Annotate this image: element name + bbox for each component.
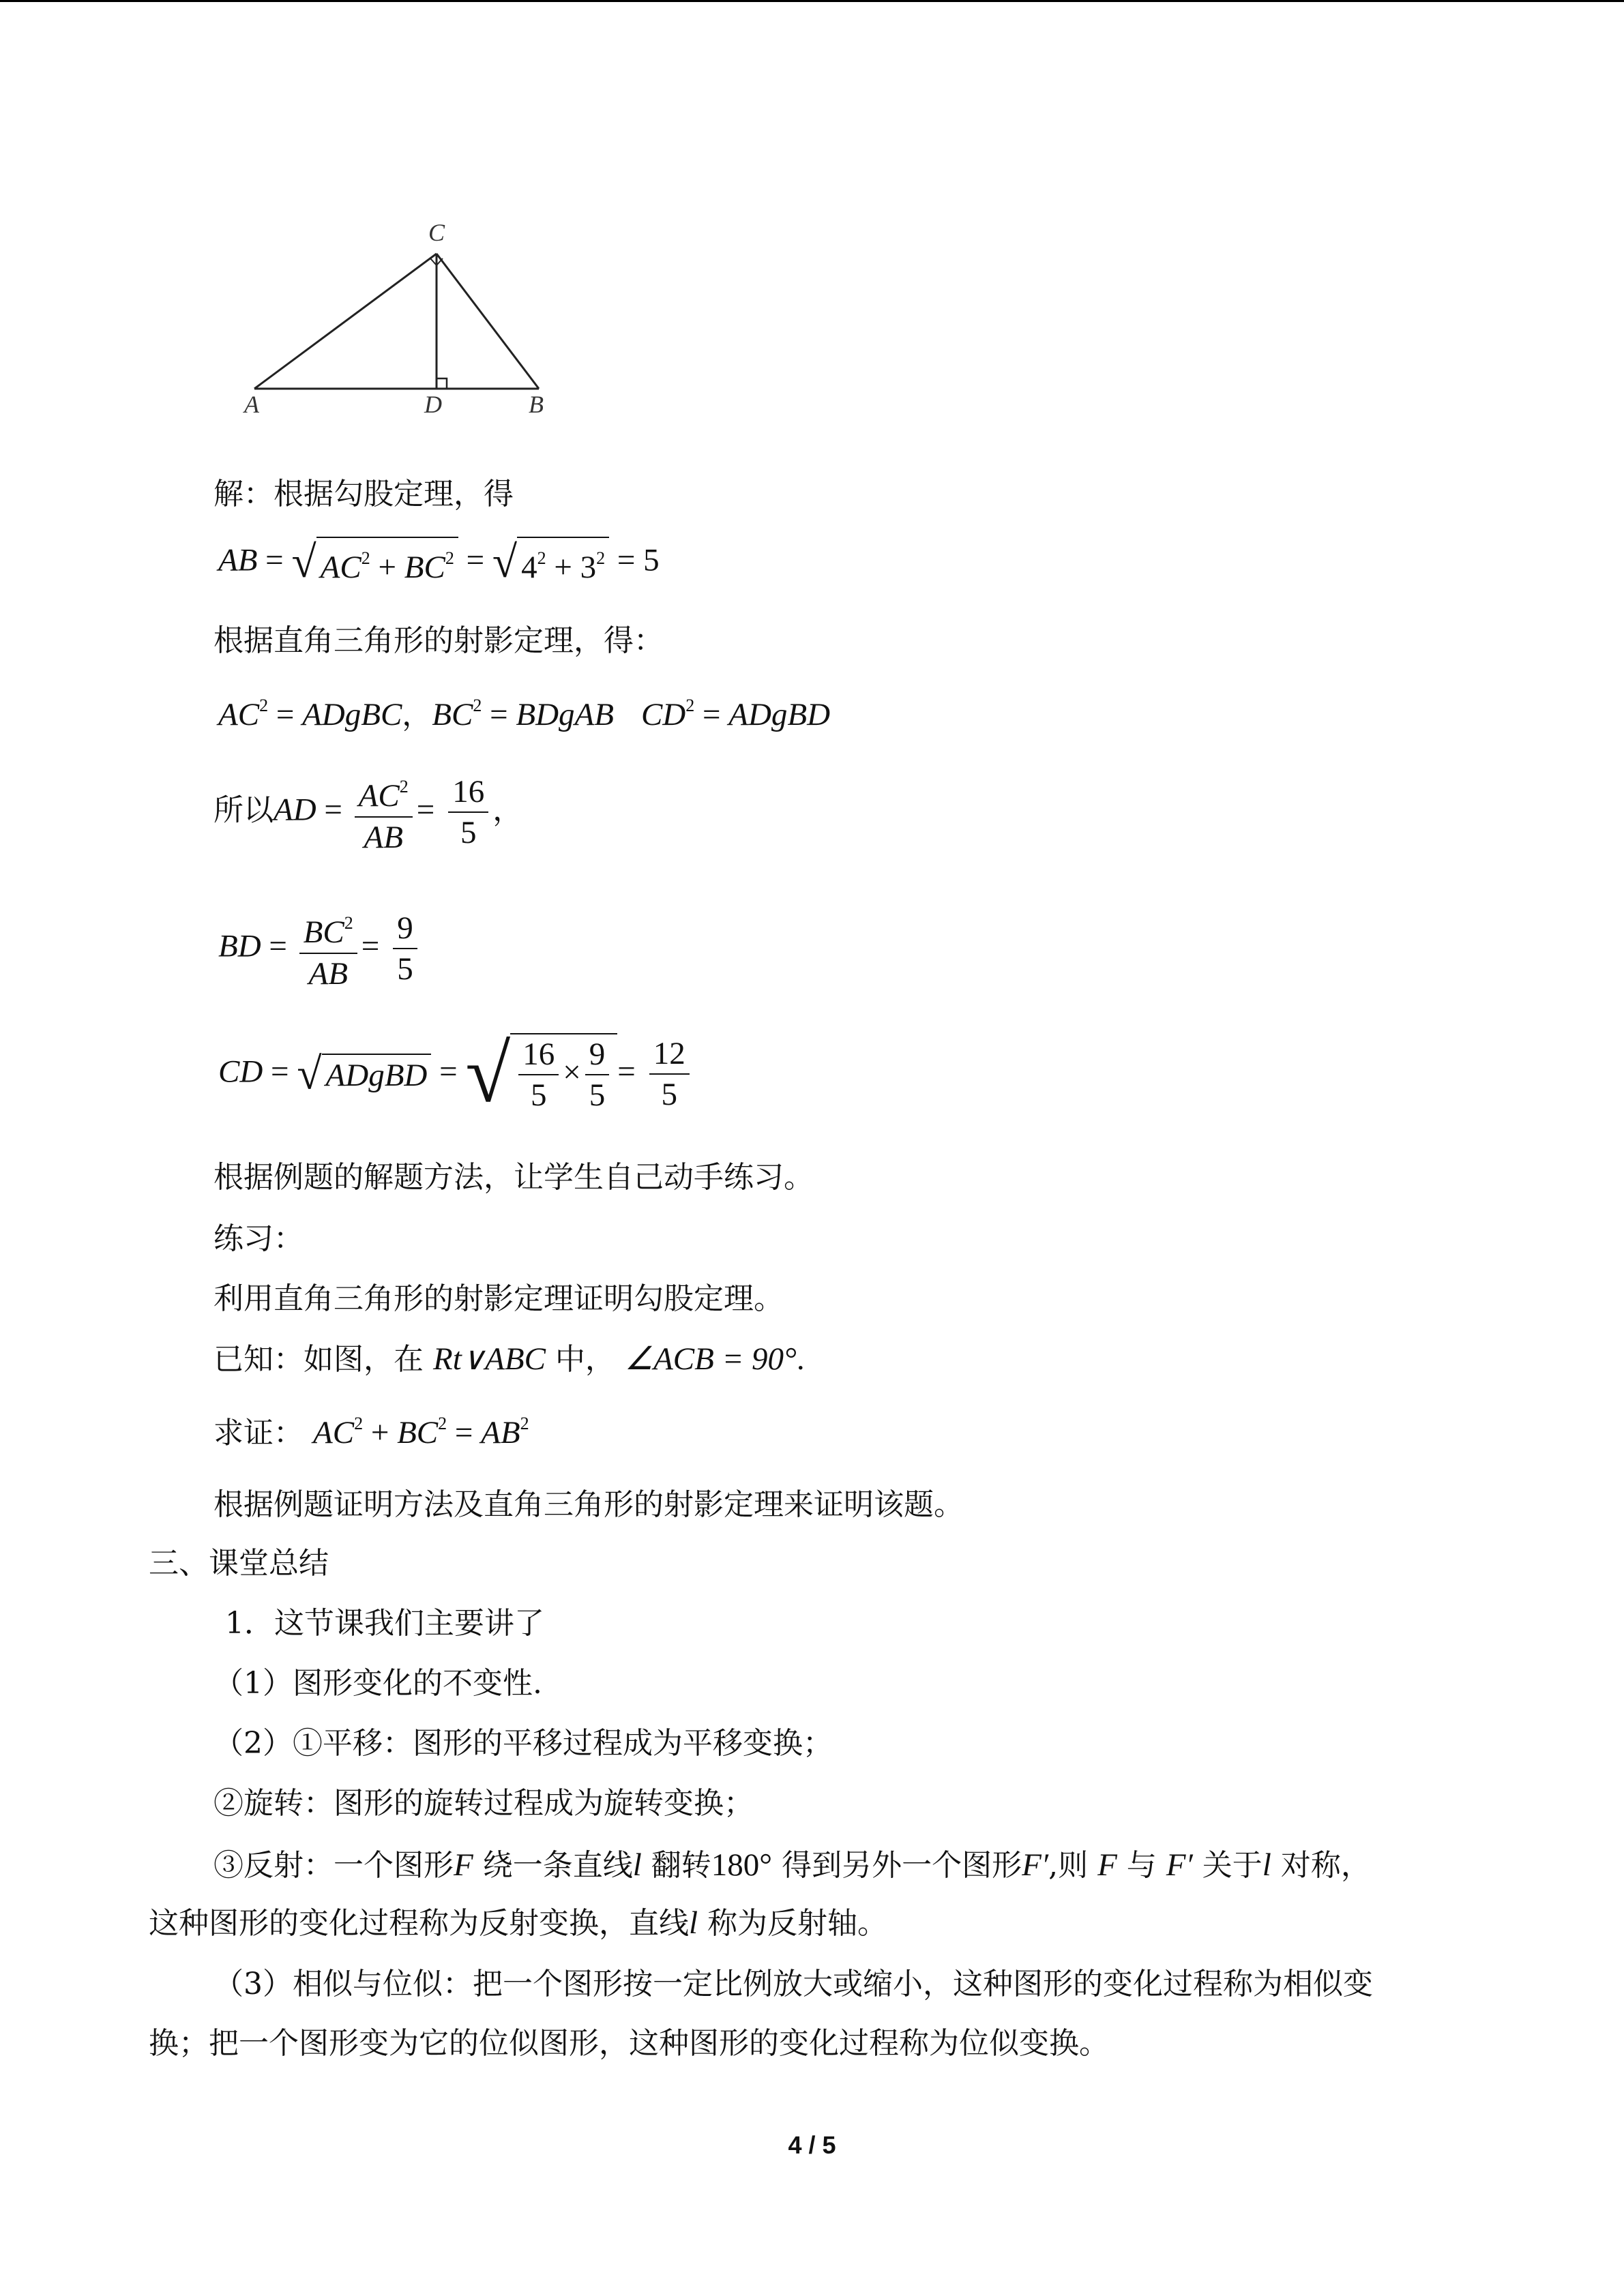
summary-point-4: ③反射：一个图形F 绕一条直线l 翻转180° 得到另外一个图形F′,则 F 与 F′ 关于l 对称， bbox=[213, 1847, 1371, 1883]
fraction-9-5: $\frac{9}{5}$ bbox=[393, 908, 417, 989]
solution-intro: 解：根据勾股定理，得 bbox=[213, 477, 514, 511]
practice-given: 已知：如图，在 Rt∨ABC 中， ∠ACB = 90°. bbox=[213, 1341, 805, 1377]
label-c: C bbox=[428, 219, 445, 246]
summary-point-4-cont: 这种图形的变化过程称为反射变换，直线l 称为反射轴。 bbox=[149, 1905, 888, 1941]
summary-point-3: ②旋转：图形的旋转过程成为旋转变换； bbox=[213, 1786, 754, 1821]
right-angle-mark-d bbox=[437, 378, 447, 389]
projection-intro: 根据直角三角形的射影定理，得： bbox=[213, 623, 664, 658]
fraction-bc2-ab: $\frac{BC^2}{AB}$ bbox=[299, 904, 357, 994]
label-d: D bbox=[424, 391, 442, 418]
equation-ad: 所以AD = $\frac{AC^2}{AB}$ = $\frac{16}{5}$ ， bbox=[213, 767, 522, 857]
practice-method: 根据例题证明方法及直角三角形的射影定理来证明该题。 bbox=[213, 1487, 964, 1522]
label-b: B bbox=[529, 391, 544, 418]
summary-point-5-cont: 换；把一个图形变为它的位似图形，这种图形的变化过程称为位似变换。 bbox=[149, 2026, 1109, 2061]
practice-prove: 求证： $AC^2 + BC^2 = AB^2$ bbox=[213, 1414, 529, 1450]
equation-cd: CD = √ ADgBD = √ $\frac{16}{5}$ × $\frac{9}{5}$ = $\frac{12}{5}$ bbox=[218, 1033, 694, 1115]
triangle-diagram bbox=[232, 215, 573, 419]
equation-bd: BD = $\frac{BC^2}{AB}$ = $\frac{9}{5}$ bbox=[218, 904, 422, 994]
sqrt-fractions: √ $\frac{16}{5}$ × $\frac{9}{5}$ bbox=[465, 1033, 617, 1115]
equation-ab: AB = √ $AC^2 + BC^2$ = √ $4^2 + 3^2 = 5$ bbox=[218, 537, 660, 587]
side-cb bbox=[437, 254, 539, 389]
practice-task: 利用直角三角形的射影定理证明勾股定理。 bbox=[213, 1281, 784, 1316]
page-top-border bbox=[0, 0, 1624, 2]
summary-point-1: （1）图形变化的不变性. bbox=[213, 1666, 542, 1701]
label-a: A bbox=[244, 391, 259, 418]
page-number: 4 / 5 bbox=[788, 2131, 836, 2159]
side-ac bbox=[254, 254, 437, 389]
summary-item-1: 1．这节课我们主要讲了 bbox=[225, 1606, 544, 1641]
summary-point-2: （2）①平移：图形的平移过程成为平移变换； bbox=[213, 1726, 833, 1761]
practice-instruction: 根据例题的解题方法，让学生自己动手练习。 bbox=[213, 1160, 814, 1195]
sqrt-ad-bd: √ ADgBD bbox=[297, 1052, 431, 1096]
projection-equations: $AC^2$ = ADgBC，$BC^2$ = BDgAB $CD^2$ = ADgBD bbox=[218, 696, 831, 732]
summary-point-5: （3）相似与位似：把一个图形按一定比例放大或缩小，这种图形的变化过程称为相似变 bbox=[213, 1967, 1373, 2001]
fraction-16-5: $\frac{16}{5}$ bbox=[448, 772, 488, 852]
sqrt-ac-bc: √ $AC^2 + BC^2$ bbox=[291, 537, 458, 588]
fraction-12-5: $\frac{12}{5}$ bbox=[649, 1034, 690, 1114]
sqrt-4-3: √ $4^2 + 3^2$ bbox=[492, 537, 609, 588]
practice-label: 练习： bbox=[213, 1221, 304, 1256]
summary-heading: 三、课堂总结 bbox=[149, 1546, 329, 1581]
fraction-ac2-ab: $\frac{AC^2}{AB}$ bbox=[355, 767, 413, 857]
